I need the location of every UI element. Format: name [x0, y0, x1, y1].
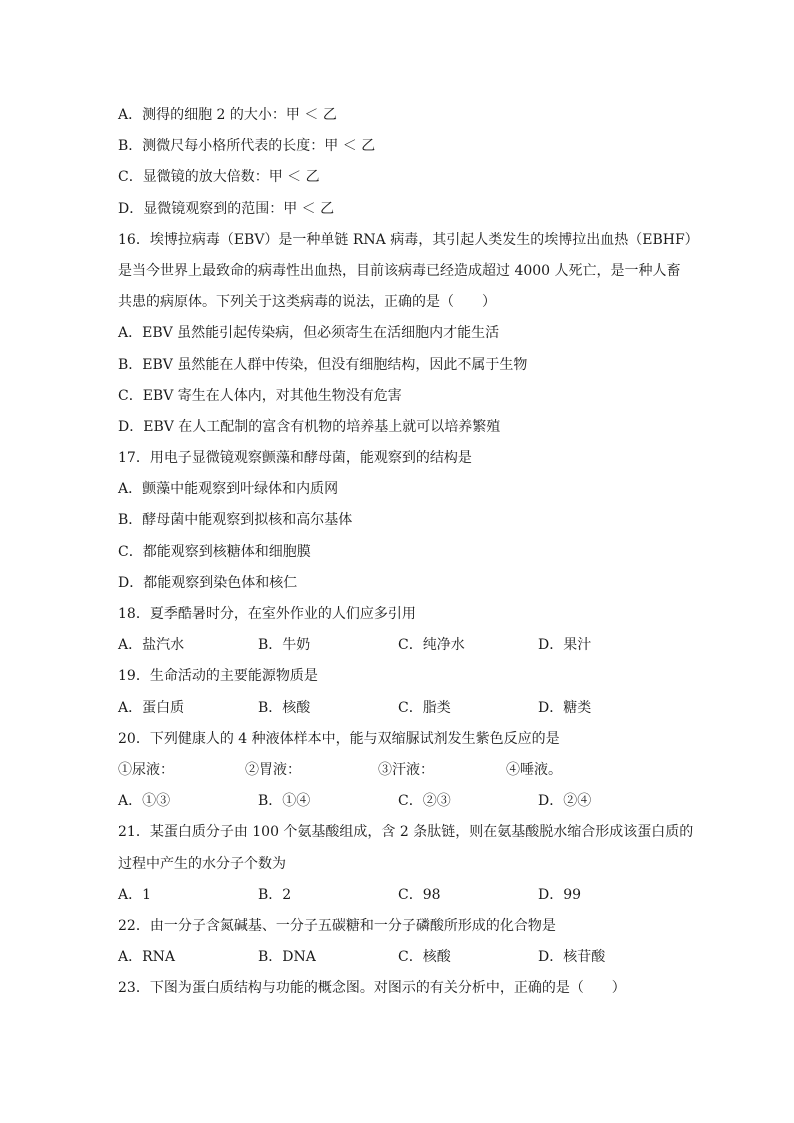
q21-option-d: D．99 — [538, 886, 582, 903]
q20-option-b: B．①④ — [258, 793, 311, 810]
q17-option-a: A．颤藻中能观察到叶绿体和内质网 — [118, 481, 339, 498]
q15-option-c: C．显微镜的放大倍数：甲 ＜ 乙 — [118, 169, 320, 186]
q16-option-d: D．EBV 在人工配制的富含有机物的培养基上就可以培养繁殖 — [118, 418, 501, 435]
q19-stem: 19．生命活动的主要能源物质是 — [118, 668, 318, 685]
q20-item-4: ④唾液。 — [506, 761, 562, 778]
q22-options — [118, 942, 678, 973]
q18-stem: 18．夏季酷暑时分，在室外作业的人们应多引用 — [118, 606, 416, 622]
q22-stem: 22．由一分子含氮碱基、一分子五碳糖和一分子磷酸所形成的化合物是 — [118, 917, 556, 934]
q18-option-b: B．牛奶 — [258, 637, 311, 654]
q19-options — [118, 693, 678, 724]
q16-stem-line-1: 16．埃博拉病毒（EBV）是一种单链 RNA 病毒，其引起人类发生的埃博拉出血热（EBHF） — [118, 231, 699, 248]
q22-option-c: C．核酸 — [398, 949, 451, 966]
q17-option-d: D．都能观察到染色体和核仁 — [118, 574, 298, 591]
q20-stem: 20．下列健康人的 4 种液体样本中，能与双缩脲试剂发生紫色反应的是 — [118, 730, 560, 747]
q18-option-d: D．果汁 — [538, 637, 592, 654]
q20-options — [118, 786, 678, 817]
q22-option-b: B．DNA — [258, 949, 316, 966]
q21-stem-line-2: 过程中产生的水分子个数为 — [118, 855, 286, 872]
q16-option-a: A．EBV 虽然能引起传染病，但必须寄生在活细胞内才能生活 — [118, 325, 500, 342]
q19-option-a: A．蛋白质 — [118, 699, 185, 716]
q20-item-1: ①尿液： — [118, 761, 174, 778]
q19-option-b: B．核酸 — [258, 699, 311, 716]
q16-option-b: B．EBV 虽然能在人群中传染，但没有细胞结构，因此不属于生物 — [118, 356, 528, 373]
exam-page — [118, 100, 699, 1004]
q17-option-c: C．都能观察到核糖体和细胞膜 — [118, 543, 311, 560]
q19-option-c: C．脂类 — [398, 699, 451, 716]
q17-stem: 17．用电子显微镜观察颤藻和酵母菌，能观察到的结构是 — [118, 450, 472, 467]
q18-option-c: C．纯净水 — [398, 637, 465, 654]
q17-option-b: B．酵母菌中能观察到拟核和高尔基体 — [118, 512, 353, 529]
q20-item-2: ②胃液： — [245, 761, 301, 778]
q16-stem-line-3: 共患的病原体。下列关于这类病毒的说法，正确的是（ ） — [118, 294, 496, 311]
q16-stem-line-2: 是当今世界上最致命的病毒性出血热，目前该病毒已经造成超过 4000 人死亡，是一种人畜 — [118, 262, 681, 279]
q23-stem: 23．下图为蛋白质结构与功能的概念图。对图示的有关分析中，正确的是（ ） — [118, 980, 626, 997]
q21-option-a: A．1 — [118, 886, 152, 903]
q20-option-d: D．②④ — [538, 793, 592, 810]
q21-stem-line-1: 21．某蛋白质分子由 100 个氨基酸组成，含 2 条肽链，则在氨基酸脱水缩合形成该蛋白质的 — [118, 824, 694, 841]
q22-option-a: A．RNA — [118, 949, 176, 966]
q15-option-d: D．显微镜观察到的范围：甲 ＜ 乙 — [118, 200, 335, 217]
q20-option-c: C．②③ — [398, 793, 451, 810]
q21-option-b: B．2 — [258, 886, 292, 903]
q19-option-d: D．糖类 — [538, 699, 592, 716]
q18-options — [118, 630, 678, 661]
q20-item-3: ③汗液： — [378, 761, 434, 778]
q21-option-c: C．98 — [398, 886, 441, 903]
q15-option-b: B．测微尺每小格所代表的长度：甲 ＜ 乙 — [118, 138, 376, 155]
q21-options — [118, 880, 678, 911]
q16-option-c: C．EBV 寄生在人体内，对其他生物没有危害 — [118, 387, 402, 404]
q20-option-a: A．①③ — [118, 793, 171, 810]
q15-option-a: A．测得的细胞 2 的大小：甲 ＜ 乙 — [118, 107, 337, 123]
q18-option-a: A．盐汽水 — [118, 637, 185, 654]
q22-option-d: D．核苷酸 — [538, 949, 606, 966]
q20-items — [118, 755, 678, 786]
